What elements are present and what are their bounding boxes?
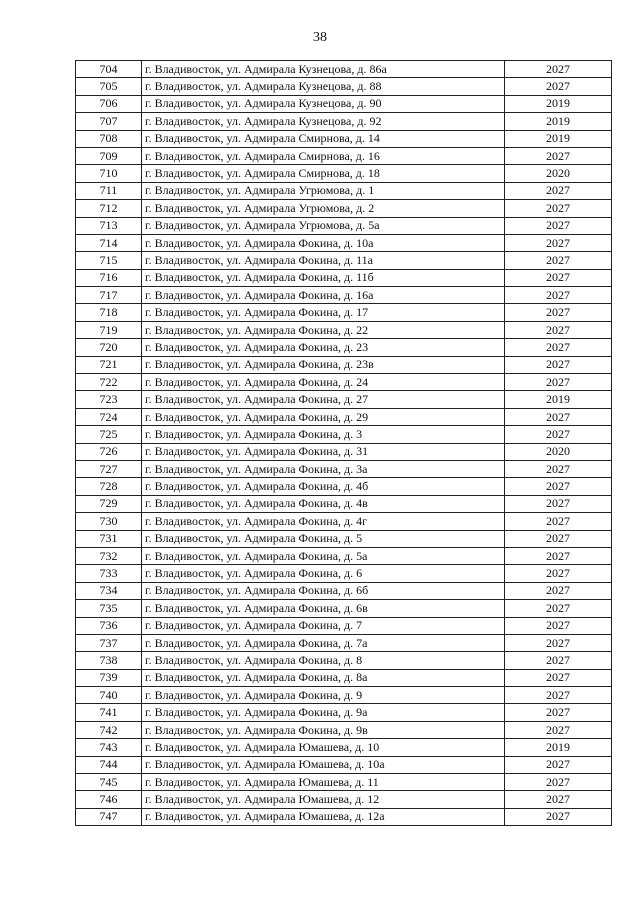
row-number-cell: 713 <box>76 217 142 234</box>
row-number-cell: 736 <box>76 617 142 634</box>
year-cell: 2027 <box>505 374 612 391</box>
year-cell: 2027 <box>505 78 612 95</box>
address-cell: г. Владивосток, ул. Адмирала Фокина, д. 4б <box>142 478 505 495</box>
year-cell: 2027 <box>505 269 612 286</box>
year-cell: 2027 <box>505 321 612 338</box>
table-row <box>76 217 612 234</box>
table-row <box>76 530 612 547</box>
year-cell: 2027 <box>505 774 612 791</box>
address-cell: г. Владивосток, ул. Адмирала Юмашева, д. 10 <box>142 739 505 756</box>
row-number-cell: 712 <box>76 200 142 217</box>
address-cell: г. Владивосток, ул. Адмирала Фокина, д. 10а <box>142 234 505 251</box>
address-cell: г. Владивосток, ул. Адмирала Угрюмова, д. 5а <box>142 217 505 234</box>
address-cell: г. Владивосток, ул. Адмирала Фокина, д. 7 <box>142 617 505 634</box>
address-cell: г. Владивосток, ул. Адмирала Смирнова, д. 16 <box>142 147 505 164</box>
table-row <box>76 182 612 199</box>
year-cell: 2027 <box>505 617 612 634</box>
table-row <box>76 756 612 773</box>
address-cell: г. Владивосток, ул. Адмирала Фокина, д. 4г <box>142 513 505 530</box>
address-cell: г. Владивосток, ул. Адмирала Фокина, д. 3а <box>142 460 505 477</box>
page-number: 38 <box>313 30 327 45</box>
address-cell: г. Владивосток, ул. Адмирала Фокина, д. 29 <box>142 408 505 425</box>
table-row <box>76 704 612 721</box>
year-cell: 2027 <box>505 721 612 738</box>
row-number-cell: 720 <box>76 339 142 356</box>
year-cell: 2027 <box>505 304 612 321</box>
table-row <box>76 304 612 321</box>
address-cell: г. Владивосток, ул. Адмирала Фокина, д. 8а <box>142 669 505 686</box>
address-cell: г. Владивосток, ул. Адмирала Кузнецова, д. 88 <box>142 78 505 95</box>
address-cell: г. Владивосток, ул. Адмирала Фокина, д. 9а <box>142 704 505 721</box>
year-cell: 2027 <box>505 513 612 530</box>
table-row <box>76 739 612 756</box>
year-cell: 2027 <box>505 669 612 686</box>
year-cell: 2027 <box>505 530 612 547</box>
row-number-cell: 737 <box>76 634 142 651</box>
row-number-cell: 723 <box>76 391 142 408</box>
row-number-cell: 724 <box>76 408 142 425</box>
year-cell: 2027 <box>505 217 612 234</box>
row-number-cell: 738 <box>76 652 142 669</box>
table-row <box>76 269 612 286</box>
row-number-cell: 746 <box>76 791 142 808</box>
year-cell: 2027 <box>505 147 612 164</box>
address-table <box>75 60 612 826</box>
row-number-cell: 721 <box>76 356 142 373</box>
table-row <box>76 547 612 564</box>
address-cell: г. Владивосток, ул. Адмирала Юмашева, д. 12а <box>142 808 505 825</box>
row-number-cell: 704 <box>76 61 142 78</box>
year-cell: 2027 <box>505 652 612 669</box>
table-row <box>76 356 612 373</box>
year-cell: 2027 <box>505 426 612 443</box>
table-row <box>76 687 612 704</box>
address-cell: г. Владивосток, ул. Адмирала Фокина, д. 27 <box>142 391 505 408</box>
year-cell: 2027 <box>505 495 612 512</box>
address-cell: г. Владивосток, ул. Адмирала Фокина, д. 9 <box>142 687 505 704</box>
year-cell: 2019 <box>505 95 612 112</box>
row-number-cell: 726 <box>76 443 142 460</box>
address-cell: г. Владивосток, ул. Адмирала Фокина, д. 5а <box>142 547 505 564</box>
table-row <box>76 113 612 130</box>
year-cell: 2027 <box>505 547 612 564</box>
address-cell: г. Владивосток, ул. Адмирала Фокина, д. 9в <box>142 721 505 738</box>
address-cell: г. Владивосток, ул. Адмирала Фокина, д. 23 <box>142 339 505 356</box>
year-cell: 2027 <box>505 687 612 704</box>
table-row <box>76 774 612 791</box>
table-row <box>76 165 612 182</box>
row-number-cell: 735 <box>76 600 142 617</box>
year-cell: 2027 <box>505 252 612 269</box>
table-row <box>76 287 612 304</box>
year-cell: 2027 <box>505 791 612 808</box>
table-row <box>76 652 612 669</box>
year-cell: 2019 <box>505 113 612 130</box>
address-cell: г. Владивосток, ул. Адмирала Угрюмова, д. 1 <box>142 182 505 199</box>
address-cell: г. Владивосток, ул. Адмирала Юмашева, д. 11 <box>142 774 505 791</box>
address-cell: г. Владивосток, ул. Адмирала Угрюмова, д. 2 <box>142 200 505 217</box>
address-cell: г. Владивосток, ул. Адмирала Фокина, д. 11б <box>142 269 505 286</box>
table-row <box>76 426 612 443</box>
address-cell: г. Владивосток, ул. Адмирала Фокина, д. 22 <box>142 321 505 338</box>
address-cell: г. Владивосток, ул. Адмирала Фокина, д. 6б <box>142 582 505 599</box>
table-row <box>76 617 612 634</box>
row-number-cell: 727 <box>76 460 142 477</box>
address-cell: г. Владивосток, ул. Адмирала Кузнецова, д. 86а <box>142 61 505 78</box>
address-cell: г. Владивосток, ул. Адмирала Фокина, д. 31 <box>142 443 505 460</box>
year-cell: 2020 <box>505 443 612 460</box>
table-row <box>76 808 612 825</box>
year-cell: 2027 <box>505 808 612 825</box>
table-row <box>76 791 612 808</box>
table-row <box>76 321 612 338</box>
table-row <box>76 339 612 356</box>
row-number-cell: 728 <box>76 478 142 495</box>
address-cell: г. Владивосток, ул. Адмирала Фокина, д. 16а <box>142 287 505 304</box>
row-number-cell: 722 <box>76 374 142 391</box>
address-cell: г. Владивосток, ул. Адмирала Фокина, д. 8 <box>142 652 505 669</box>
table-row <box>76 669 612 686</box>
table-row <box>76 147 612 164</box>
year-cell: 2027 <box>505 356 612 373</box>
table-row <box>76 460 612 477</box>
row-number-cell: 707 <box>76 113 142 130</box>
row-number-cell: 711 <box>76 182 142 199</box>
year-cell: 2027 <box>505 234 612 251</box>
year-cell: 2027 <box>505 339 612 356</box>
table-row <box>76 130 612 147</box>
address-cell: г. Владивосток, ул. Адмирала Кузнецова, д. 90 <box>142 95 505 112</box>
year-cell: 2027 <box>505 582 612 599</box>
year-cell: 2027 <box>505 61 612 78</box>
address-cell: г. Владивосток, ул. Адмирала Фокина, д. 23в <box>142 356 505 373</box>
address-cell: г. Владивосток, ул. Адмирала Фокина, д. 17 <box>142 304 505 321</box>
address-cell: г. Владивосток, ул. Адмирала Фокина, д. 4в <box>142 495 505 512</box>
address-cell: г. Владивосток, ул. Адмирала Юмашева, д. 10а <box>142 756 505 773</box>
year-cell: 2027 <box>505 478 612 495</box>
year-cell: 2027 <box>505 756 612 773</box>
table-row <box>76 582 612 599</box>
row-number-cell: 732 <box>76 547 142 564</box>
row-number-cell: 743 <box>76 739 142 756</box>
year-cell: 2019 <box>505 739 612 756</box>
row-number-cell: 731 <box>76 530 142 547</box>
address-cell: г. Владивосток, ул. Адмирала Фокина, д. 6в <box>142 600 505 617</box>
address-cell: г. Владивосток, ул. Адмирала Кузнецова, д. 92 <box>142 113 505 130</box>
address-cell: г. Владивосток, ул. Адмирала Фокина, д. 7а <box>142 634 505 651</box>
address-cell: г. Владивосток, ул. Адмирала Фокина, д. 3 <box>142 426 505 443</box>
table-row <box>76 634 612 651</box>
row-number-cell: 716 <box>76 269 142 286</box>
table-row <box>76 513 612 530</box>
year-cell: 2027 <box>505 287 612 304</box>
table-row <box>76 200 612 217</box>
table-row <box>76 478 612 495</box>
year-cell: 2019 <box>505 130 612 147</box>
address-cell: г. Владивосток, ул. Адмирала Смирнова, д. 14 <box>142 130 505 147</box>
year-cell: 2027 <box>505 634 612 651</box>
table-row <box>76 408 612 425</box>
table-row <box>76 61 612 78</box>
row-number-cell: 739 <box>76 669 142 686</box>
address-cell: г. Владивосток, ул. Адмирала Смирнова, д. 18 <box>142 165 505 182</box>
year-cell: 2027 <box>505 600 612 617</box>
table-row <box>76 391 612 408</box>
row-number-cell: 719 <box>76 321 142 338</box>
year-cell: 2027 <box>505 200 612 217</box>
row-number-cell: 718 <box>76 304 142 321</box>
row-number-cell: 725 <box>76 426 142 443</box>
year-cell: 2027 <box>505 460 612 477</box>
table-row <box>76 565 612 582</box>
year-cell: 2027 <box>505 565 612 582</box>
address-cell: г. Владивосток, ул. Адмирала Фокина, д. 24 <box>142 374 505 391</box>
row-number-cell: 742 <box>76 721 142 738</box>
address-cell: г. Владивосток, ул. Адмирала Фокина, д. 11а <box>142 252 505 269</box>
row-number-cell: 705 <box>76 78 142 95</box>
row-number-cell: 717 <box>76 287 142 304</box>
row-number-cell: 741 <box>76 704 142 721</box>
table-row <box>76 495 612 512</box>
address-cell: г. Владивосток, ул. Адмирала Юмашева, д. 12 <box>142 791 505 808</box>
row-number-cell: 706 <box>76 95 142 112</box>
table-row <box>76 95 612 112</box>
address-cell: г. Владивосток, ул. Адмирала Фокина, д. 5 <box>142 530 505 547</box>
row-number-cell: 708 <box>76 130 142 147</box>
year-cell: 2027 <box>505 704 612 721</box>
table-row <box>76 721 612 738</box>
table-row <box>76 443 612 460</box>
row-number-cell: 734 <box>76 582 142 599</box>
table-row <box>76 374 612 391</box>
row-number-cell: 714 <box>76 234 142 251</box>
row-number-cell: 715 <box>76 252 142 269</box>
address-cell: г. Владивосток, ул. Адмирала Фокина, д. 6 <box>142 565 505 582</box>
table-row <box>76 600 612 617</box>
address-table-body <box>76 61 612 826</box>
year-cell: 2019 <box>505 391 612 408</box>
table-row <box>76 252 612 269</box>
row-number-cell: 747 <box>76 808 142 825</box>
row-number-cell: 730 <box>76 513 142 530</box>
row-number-cell: 740 <box>76 687 142 704</box>
row-number-cell: 710 <box>76 165 142 182</box>
row-number-cell: 745 <box>76 774 142 791</box>
row-number-cell: 729 <box>76 495 142 512</box>
row-number-cell: 709 <box>76 147 142 164</box>
row-number-cell: 744 <box>76 756 142 773</box>
year-cell: 2027 <box>505 408 612 425</box>
year-cell: 2027 <box>505 182 612 199</box>
row-number-cell: 733 <box>76 565 142 582</box>
table-row <box>76 78 612 95</box>
table-row <box>76 234 612 251</box>
year-cell: 2020 <box>505 165 612 182</box>
